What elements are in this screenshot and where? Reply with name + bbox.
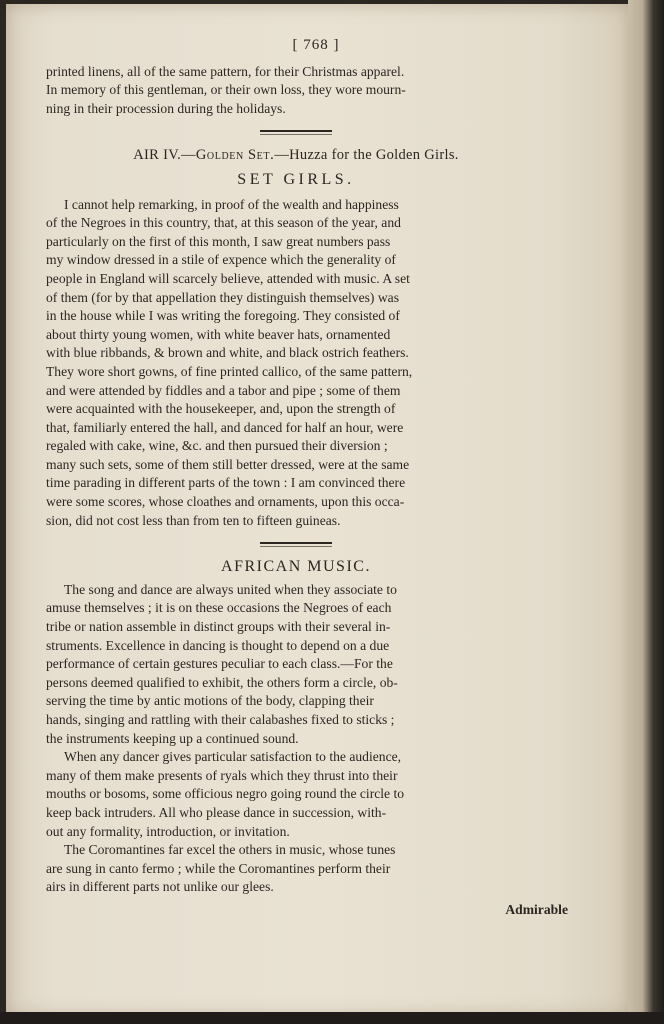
text-line: amuse themselves ; it is on these occasions the Negroes of each xyxy=(46,600,392,616)
text-line: hands, singing and rattling with their calabashes fixed to sticks ; xyxy=(46,712,395,727)
text-line: were acquainted with the housekeeper, and, upon the strength of xyxy=(46,401,396,417)
african-music-paragraph-2 xyxy=(46,748,546,841)
text-line: serving the time by antic motions of the body, clapping their xyxy=(46,693,374,709)
page-number: [ 768 ] xyxy=(292,37,340,53)
text-line: about thirty young women, with white beaver hats, ornamented xyxy=(46,326,391,342)
text-line: mouths or bosoms, some officious negro going round the circle to xyxy=(46,786,405,802)
page-edge xyxy=(628,0,664,1024)
text-line: In memory of this gentleman, or their own loss, they wore mourn- xyxy=(46,82,406,98)
bottom-edge xyxy=(0,1012,664,1024)
text-line: the instruments keeping up a continued sound. xyxy=(46,730,299,746)
text-line: persons deemed qualified to exhibit, the others form a circle, ob- xyxy=(46,674,398,690)
african-music-paragraph-3 xyxy=(46,841,546,897)
text-line: The Coromantines far excel the others in music, whose tunes xyxy=(64,842,396,858)
air-title xyxy=(46,146,546,165)
text-line: airs in different parts not unlike our glees. xyxy=(46,879,274,895)
text-line: my window dressed in a stile of expence which the generality of xyxy=(46,252,396,268)
air-prefix: AIR IV.— xyxy=(133,147,196,164)
text-line: many such sets, some of them still better dressed, were at the same xyxy=(46,456,410,472)
text-line: performance of certain gestures peculiar to each class.—For the xyxy=(46,656,393,672)
section-divider xyxy=(260,542,332,544)
text-line: that, familiarly entered the hall, and danced for half an hour, were xyxy=(46,419,404,435)
page-text xyxy=(46,36,568,920)
text-line: sion, did not cost less than from ten to fifteen guineas. xyxy=(46,512,341,528)
text-line: printed linens, all of the same pattern, for their Christmas apparel. xyxy=(46,63,405,79)
text-line: many of them make presents of ryals which they thrust into their xyxy=(46,767,398,783)
text-line: regaled with cake, wine, &c. and then pursued their diversion ; xyxy=(46,438,388,454)
text-line: They wore short gowns, of fine printed callico, of the same pattern, xyxy=(46,363,413,379)
text-line: of the Negroes in this country, that, at this season of the year, and xyxy=(46,215,401,231)
text-line: people in England will scarcely believe, attended with music. A set xyxy=(46,270,410,286)
african-music-paragraph-1 xyxy=(46,581,546,748)
air-suffix: —Huzza for the Golden Girls. xyxy=(274,147,459,164)
set-girls-paragraph xyxy=(46,196,546,531)
text-line: struments. Excellence in dancing is thought to depend on a due xyxy=(46,637,390,653)
section-heading-african-music: AFRICAN MUSIC. xyxy=(221,558,371,576)
text-line: tribe or nation assemble in distinct groups with their several in- xyxy=(46,619,391,635)
text-line: and were attended by fiddles and a tabor and pipe ; some of them xyxy=(46,382,401,398)
text-line: of them (for by that appellation they distinguish themselves) was xyxy=(46,289,399,305)
text-line: out any formality, introduction, or invitation. xyxy=(46,823,290,839)
text-line: with blue ribbands, & brown and white, and black ostrich feathers. xyxy=(46,345,409,361)
text-line: When any dancer gives particular satisfaction to the audience, xyxy=(64,749,402,765)
air-tune-name: Golden Set. xyxy=(195,147,275,164)
text-line: The song and dance are always united when they associate to xyxy=(64,581,397,597)
text-line: time parading in different parts of the town : I am convinced there xyxy=(46,475,406,491)
intro-paragraph xyxy=(46,63,546,119)
text-line: in the house while I was writing the foregoing. They consisted of xyxy=(46,308,400,324)
text-line: I cannot help remarking, in proof of the wealth and happiness xyxy=(64,196,399,212)
catchword: Admirable xyxy=(505,901,568,917)
text-line: are sung in canto fermo ; while the Coromantines perform their xyxy=(46,860,391,876)
text-line: particularly on the first of this month, I saw great numbers pass xyxy=(46,233,391,249)
text-line: ning in their procession during the holidays. xyxy=(46,100,286,116)
section-divider xyxy=(260,130,332,132)
section-heading-set-girls: SET GIRLS. xyxy=(237,170,355,188)
text-line: keep back intruders. All who please dance in succession, with- xyxy=(46,804,387,820)
text-line: were some scores, whose cloathes and ornaments, upon this occa- xyxy=(46,494,405,510)
